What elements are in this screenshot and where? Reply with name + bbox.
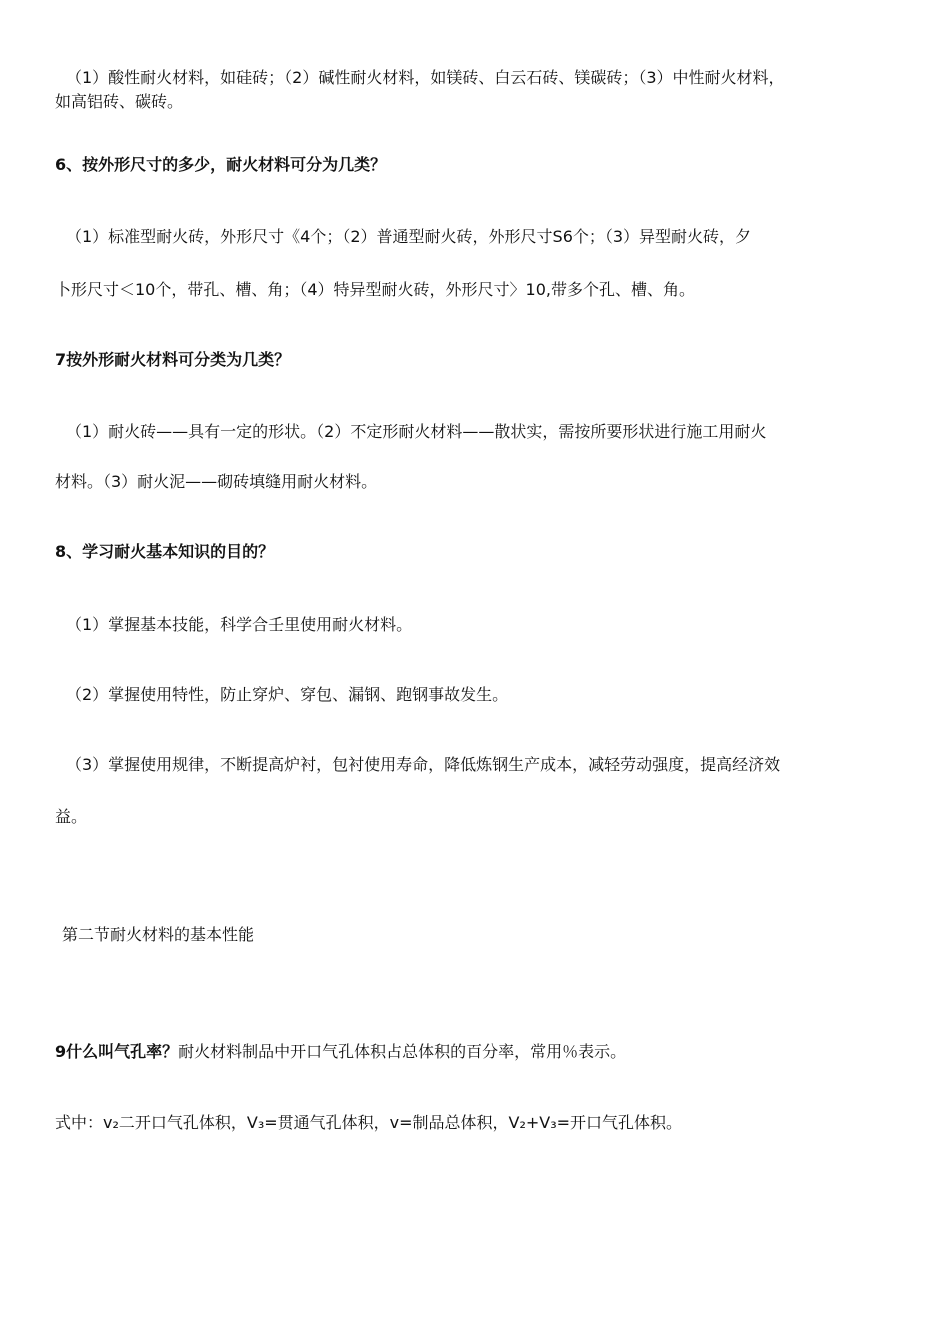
- intro-line-2: 如高铝砖、碳砖。: [55, 92, 184, 111]
- question-7-answer-line-1: （1）耐火砖——具有一定的形状。（2）不定形耐火材料——散状实，需按所要形状进行施工用耐火: [66, 422, 767, 441]
- question-8-item-3-line-1: （3）掌握使用规律，不断提高炉衬，包衬使用寿命，降低炼钢生产成本，减轻劳动强度，提高经济效: [66, 755, 781, 774]
- question-8-item-1: （1）掌握基本技能，科学合壬里使用耐火材料。: [66, 615, 413, 634]
- formula-explanation: 式中：v₂二开口气孔体积，V₃=贯通气孔体积，v=制品总体积，V₂+V₃=开口气孔体积。: [55, 1113, 683, 1132]
- question-6-answer-line-2: 卜形尺寸＜10个，带孔、槽、角；（4）特异型耐火砖，外形尺寸〉10,带多个孔、槽、角。: [55, 280, 695, 299]
- question-7-answer-line-2: 材料。（3）耐火泥——砌砖填缝用耐火材料。: [55, 472, 378, 491]
- question-9-answer: 耐火材料制品中开口气孔体积占总体积的百分率，常用％表示。: [178, 1042, 627, 1061]
- question-9-title: 9什么叫气孔率？: [55, 1042, 179, 1061]
- question-8-item-2: （2）掌握使用特性，防止穿炉、穿包、漏钢、跑钢事故发生。: [66, 685, 509, 704]
- question-7-title: 7按外形耐火材料可分类为几类？: [55, 350, 291, 369]
- question-9: [55, 1041, 626, 1063]
- question-8-title: 8、学习耐火基本知识的目的？: [55, 542, 275, 561]
- question-6-title: 6、按外形尺寸的多少，耐火材料可分为几类？: [55, 155, 387, 174]
- question-6-answer-line-1: （1）标准型耐火砖，外形尺寸《4个；（2）普通型耐火砖，外形尺寸S6个；（3）异型耐火砖，夕: [66, 227, 752, 246]
- section-heading: 第二节耐火材料的基本性能: [62, 925, 255, 944]
- intro-line-1: （1）酸性耐火材料，如硅砖；（2）碱性耐火材料，如镁砖、白云石砖、镁碳砖；（3）中性耐火材料，: [66, 68, 785, 87]
- question-8-item-3-line-2: 益。: [55, 807, 88, 826]
